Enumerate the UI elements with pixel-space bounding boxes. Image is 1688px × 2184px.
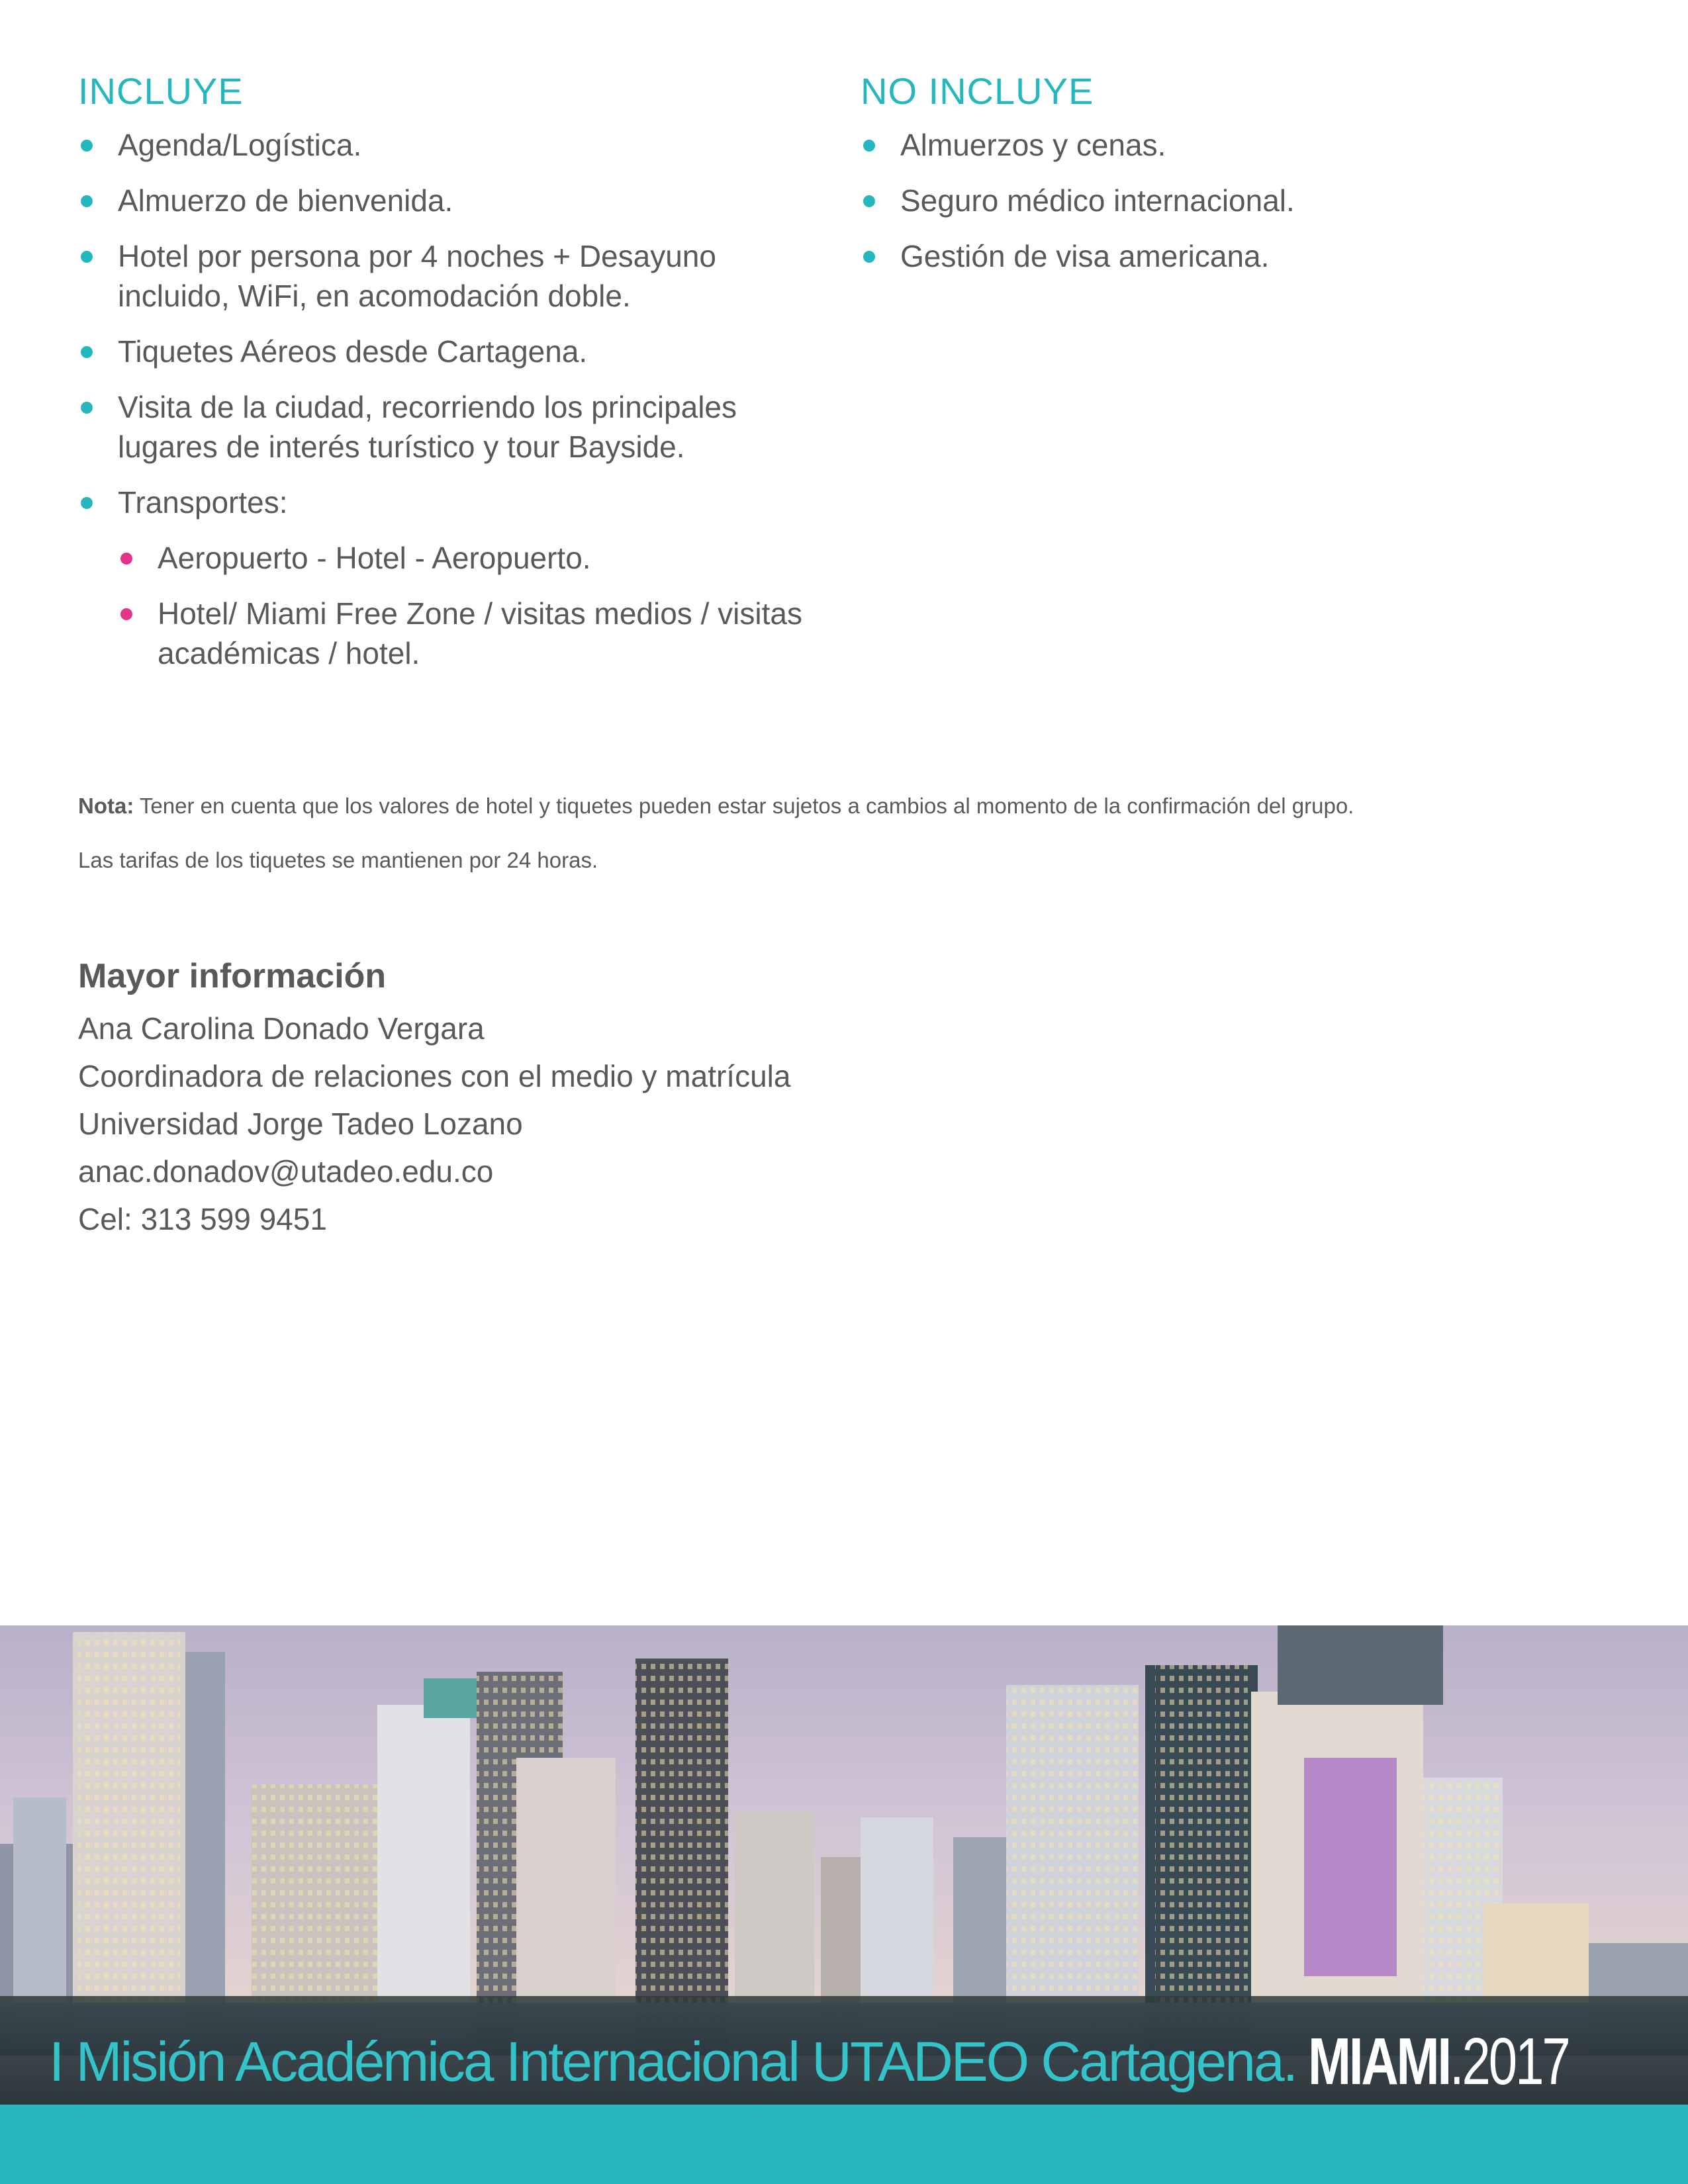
list-item: Visita de la ciudad, recorriendo los principales lugares de interés turístico y tour Bayside. [78,387,820,467]
contact-heading: Mayor información [78,957,387,995]
tagline-text: I Misión Académica Internacional UTADEO Cartagena. [49,2030,1297,2093]
incluye-section [78,69,820,689]
tagline-year: .2017 [1450,2024,1570,2099]
note-prices [78,792,1601,821]
transport-sublist [118,538,820,673]
contact-name: Ana Carolina Donado Vergara [78,1011,485,1046]
sub-list-item: Hotel/ Miami Free Zone / visitas medios / visitas académicas / hotel. [118,594,820,673]
no-incluye-title: NO INCLUYE [861,70,1094,112]
no-incluye-list [861,125,1589,276]
incluye-list [78,125,820,673]
list-item: Tiquetes Aéreos desde Cartagena. [78,332,820,371]
list-item: Gestión de visa americana. [861,236,1589,276]
note-tariffs: Las tarifas de los tiquetes se mantienen por 24 horas. [78,848,598,872]
banner-tagline [49,2025,1651,2098]
contact-role: Coordinadora de relaciones con el medio y matrícula [78,1059,791,1093]
transportes-label: Transportes: [118,485,288,520]
contact-phone: Cel: 313 599 9451 [78,1202,327,1236]
list-item: Almuerzo de bienvenida. [78,181,820,220]
tagline-city: MIAMI [1308,2024,1450,2099]
no-incluye-section [861,69,1589,292]
list-item-transportes [78,482,820,673]
note-label: Nota: [78,794,134,818]
contact-email[interactable]: anac.donadov@utadeo.edu.co [78,1154,494,1189]
note-text: Tener en cuenta que los valores de hotel y tiquetes pueden estar sujetos a cambios al momento de la confirmación del grupo. [139,794,1354,818]
list-item: Hotel por persona por 4 noches + Desayuno incluido, WiFi, en acomodación doble. [78,236,820,316]
footer-bar [0,2105,1688,2184]
contact-info [78,953,1137,1243]
list-item: Agenda/Logística. [78,125,820,165]
incluye-title: INCLUYE [78,70,244,112]
list-item: Almuerzos y cenas. [861,125,1589,165]
list-item: Seguro médico internacional. [861,181,1589,220]
sub-list-item: Aeropuerto - Hotel - Aeropuerto. [118,538,820,578]
contact-university: Universidad Jorge Tadeo Lozano [78,1107,523,1141]
